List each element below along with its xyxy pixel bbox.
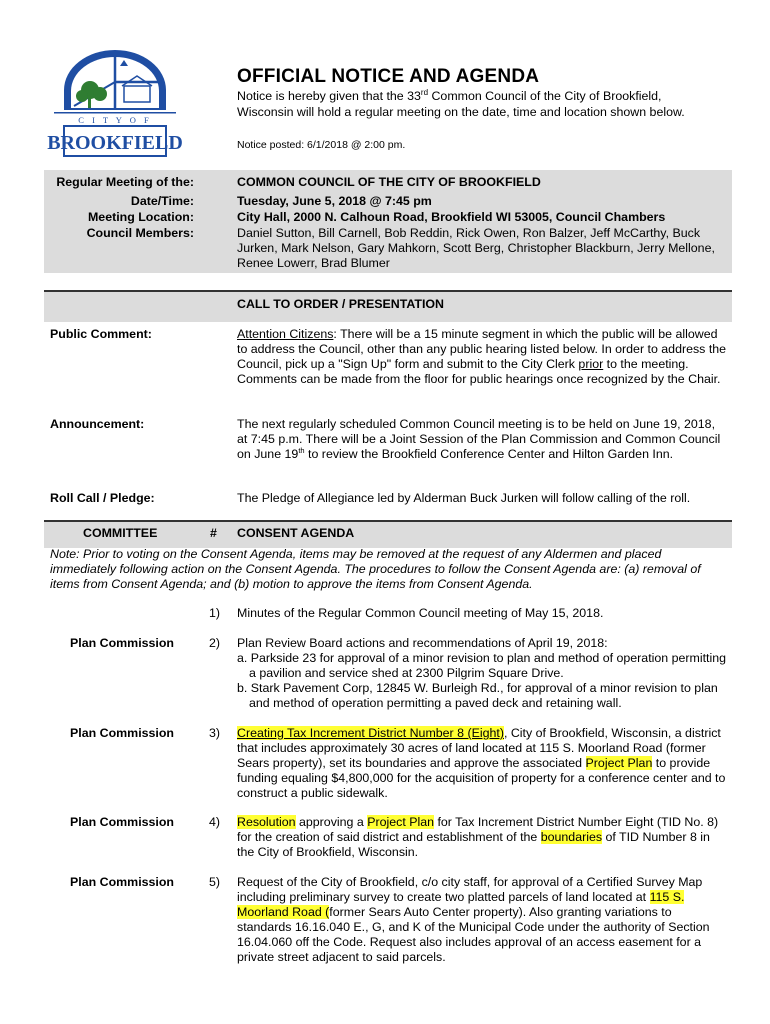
consent-agenda-heading: CONSENT AGENDA — [237, 526, 355, 540]
announcement-label: Announcement: — [50, 417, 145, 431]
item-2-text: Plan Review Board actions and recommendations of April 19, 2018: a. Parkside 23 for approval of a minor revision to plan and method of operation permitting a pavilion and service shed at 2300 Pilgrim Square Drive. b. Stark Pavement Corp, 12845 W. Burleigh Rd., for approval of a minor revision to plan and method of operation permitting a paved deck and retaining wall. — [237, 636, 729, 711]
meeting-info-box — [44, 170, 732, 273]
announcement-text: The next regularly scheduled Common Council meeting is to be held on June 19, 2018, at 7:45 p.m. There will be a Joint Session of the Plan Commission and Common Council on June 19th to review the Brookfield Conference Center and Hilton Garden Inn. — [237, 417, 721, 461]
item-3-committee: Plan Commission — [70, 726, 174, 740]
consent-agenda-note: Note: Prior to voting on the Consent Agenda, items may be removed at the request of any Aldermen and placed immediately following action on the Consent Agenda. The procedures to follow the Consent Agenda are: (a) removal of items from Consent Agenda; and (b) motion to approve the items from Consent Agenda. — [50, 547, 701, 591]
item-1-number: 1) — [208, 606, 220, 620]
council-members-label: Council Members: — [86, 226, 194, 240]
seal-brookfield-text: BROOKFIELD — [47, 132, 183, 154]
item-4-text: Resolution approving a Project Plan for Tax Increment District Number Eight (TID No. 8) for the creation of said district and establishment of the boundaries of TID Number 8 in the City of Brookfield, Wisconsin. — [237, 815, 719, 859]
notice-posted-date: Notice posted: 6/1/2018 @ 2:00 pm. — [237, 139, 406, 151]
item-1-text: Minutes of the Regular Common Council meeting of May 15, 2018. — [237, 606, 604, 620]
item-2-committee: Plan Commission — [70, 636, 174, 650]
council-members-value: Daniel Sutton, Bill Carnell, Bob Reddin, Rick Owen, Ron Balzer, Jeff McCarthy, Buck Jurken, Mark Nelson, Gary Mahkorn, Scott Berg, Christopher Blackburn, Jerry Mellone, Renee Lowerr, Brad Blumer — [237, 226, 715, 270]
roll-call-text: The Pledge of Allegiance led by Alderman Buck Jurken will follow calling of the roll. — [237, 491, 691, 505]
public-comment-label: Public Comment: — [50, 327, 152, 341]
item-3-text: Creating Tax Increment District Number 8 (Eight), City of Brookfield, Wisconsin, a district that includes approximately 30 acres of land located at 115 S. Moorland Road (former Sears property), set its boundaries and approve the associated Project Plan to provide funding equaling $4,800,000 for the acquisition of property for a conference center and to construct a public sidewalk. — [237, 726, 726, 800]
highlight-address: 115 S. Moorland Road ( — [237, 890, 685, 919]
item-3-number: 3) — [208, 726, 220, 740]
highlight-resolution: Resolution — [237, 815, 296, 829]
item-2-number: 2) — [208, 636, 220, 650]
item-5-committee: Plan Commission — [70, 875, 174, 889]
call-to-order-heading: CALL TO ORDER / PRESENTATION — [237, 297, 444, 311]
city-seal-logo — [47, 46, 183, 158]
highlight-boundaries: boundaries — [540, 830, 603, 844]
notice-text: Notice is hereby given that the 33rd Common Council of the City of Brookfield, Wisconsin will hold a regular meeting on the date, time and location shown below. — [237, 88, 685, 119]
item-2-subitem-a: a. Parkside 23 for approval of a minor revision to plan and method of operation permitting a pavilion and service shed at 2300 Pilgrim Square Drive. — [237, 651, 727, 680]
item-4-number: 4) — [208, 815, 220, 829]
meeting-location-value: City Hall, 2000 N. Calhoun Road, Brookfield WI 53005, Council Chambers — [237, 210, 666, 224]
regular-meeting-label: Regular Meeting of the: — [56, 175, 194, 189]
item-5-number: 5) — [208, 875, 220, 889]
public-comment-text: Attention Citizens: There will be a 15 minute segment in which the public will be allowed to address the Council, other than any public hearing listed below. In order to address the Council, pick up a "Sign Up" form and submit to the City Clerk prior to the meeting. Comments can be made from the floor for public hearings once recognized by the Chair. — [237, 327, 727, 386]
item-2-subitem-b: b. Stark Pavement Corp, 12845 W. Burleigh Rd., for approval of a minor revision to plan and method of operation permitting a paved deck and retaining wall. — [237, 681, 718, 710]
regular-meeting-value: COMMON COUNCIL OF THE CITY OF BROOKFIELD — [237, 175, 541, 189]
roll-call-label: Roll Call / Pledge: — [50, 491, 155, 505]
date-time-value: Tuesday, June 5, 2018 @ 7:45 pm — [237, 194, 432, 208]
item-4-committee: Plan Commission — [70, 815, 174, 829]
number-column-header: # — [210, 526, 217, 540]
date-time-label: Date/Time: — [130, 194, 194, 208]
highlight-tid-8: Creating Tax Increment District Number 8 (Eight) — [237, 726, 504, 740]
page-title: OFFICIAL NOTICE AND AGENDA — [237, 66, 540, 87]
meeting-location-label: Meeting Location: — [87, 210, 194, 224]
seal-city-of-text: C I T Y O F — [78, 115, 152, 125]
highlight-project-plan: Project Plan — [367, 815, 435, 829]
item-5-text: Request of the City of Brookfield, c/o city staff, for approval of a Certified Survey Map including preliminary survey to create two platted parcels of land located at 115 S. Moorland Road (former Sears Auto Center property). Also granting variations to standards 16.16.040 E., G, and K of the Municipal Code under the authority of Section 16.04.060 off the Code. Request also includes approval of an access easement for a private street adjacent to said parcels. — [237, 875, 710, 964]
committee-column-header: COMMITTEE — [83, 526, 158, 540]
highlight-project-plan: Project Plan — [585, 756, 653, 770]
